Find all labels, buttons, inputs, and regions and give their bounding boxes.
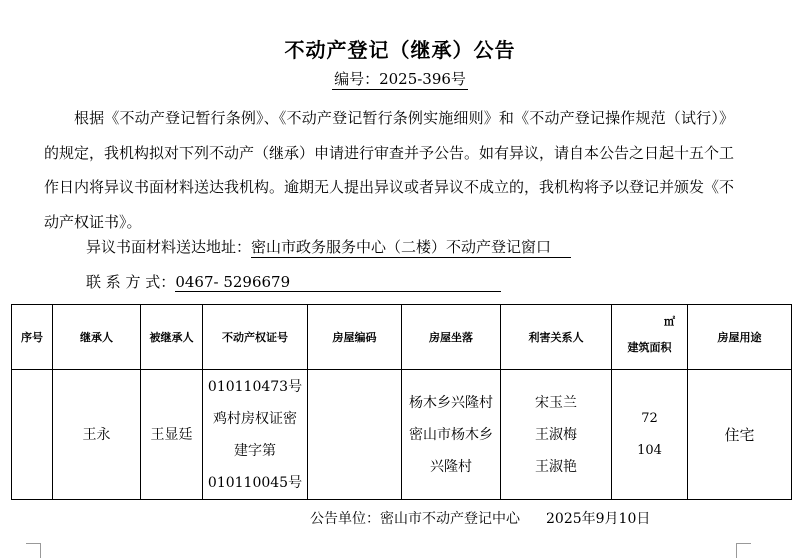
location-line: 杨木乡兴隆村 xyxy=(409,394,493,411)
header-area-unit: ㎡ xyxy=(664,315,675,328)
header-usage: 房屋用途 xyxy=(688,305,792,370)
table-row xyxy=(12,370,792,500)
announcement-number xyxy=(0,68,800,89)
contact-line xyxy=(86,271,501,292)
header-heir: 继承人 xyxy=(53,305,141,370)
cell-usage: 住宅 xyxy=(688,370,792,500)
header-seq: 序号 xyxy=(12,305,53,370)
footer xyxy=(310,508,650,528)
cell-decedent: 王显廷 xyxy=(141,370,203,500)
cell-area xyxy=(612,370,688,500)
contact-value: 0467- 5296679 xyxy=(175,273,501,292)
page-title: 不动产登记（继承）公告 xyxy=(284,38,516,62)
address-label: 异议书面材料送达地址： xyxy=(86,238,252,256)
interested-line: 宋玉兰 xyxy=(535,394,577,411)
cell-cert-no xyxy=(203,370,308,500)
table-header-row xyxy=(12,305,792,370)
cell-interested xyxy=(501,370,612,500)
header-decedent: 被继承人 xyxy=(141,305,203,370)
header-cert-no: 不动产权证号 xyxy=(203,305,308,370)
cert-line: 鸡村房权证密 xyxy=(213,410,297,427)
cert-line: 建字第 xyxy=(234,442,276,459)
area-line: 104 xyxy=(637,442,662,458)
cell-location xyxy=(402,370,501,500)
announcement-paragraph: 根据《不动产登记暂行条例》、《不动产登记暂行条例实施细则》和《不动产登记操作规范（试行）》的规定，我机构拟对下列不动产（继承）申请进行审查并予公告。如有异议，请自本公告之日起十五个工作日内将异议书面材料送达我机构。逾期无人提出异议或者异议不成立的，我机构将予以登记并颁发《不动产权证书》。 xyxy=(44,109,735,231)
cert-line: 010110473号 xyxy=(207,378,303,395)
header-house-code: 房屋编码 xyxy=(308,305,402,370)
cell-heir: 王永 xyxy=(53,370,141,500)
footer-date: 2025年9月10日 xyxy=(546,511,651,527)
location-line: 密山市杨木乡 xyxy=(409,426,493,443)
location-line: 兴隆村 xyxy=(430,458,472,475)
cert-line: 010110045号 xyxy=(207,474,303,491)
page-corner-mark-left xyxy=(26,543,41,558)
area-line: 72 xyxy=(641,410,658,426)
address-line xyxy=(86,236,571,258)
page-corner-mark-right xyxy=(736,543,751,558)
cell-house-code xyxy=(308,370,402,500)
header-area xyxy=(612,305,688,370)
address-value: 密山市政务服务中心（二楼）不动产登记窗口 xyxy=(251,236,571,258)
announcement-number-text: 编号：2025-396号 xyxy=(334,70,466,88)
header-area-label: 建筑面积 xyxy=(627,341,672,354)
interested-line: 王淑艳 xyxy=(535,458,577,475)
interested-line: 王淑梅 xyxy=(535,426,577,443)
header-location: 房屋坐落 xyxy=(402,305,501,370)
contact-label: 联 系 方 式： xyxy=(86,273,176,291)
header-interested: 利害关系人 xyxy=(501,305,612,370)
footer-unit: 公告单位：密山市不动产登记中心 xyxy=(310,511,520,527)
registration-table xyxy=(11,304,792,500)
cell-seq xyxy=(12,370,53,500)
